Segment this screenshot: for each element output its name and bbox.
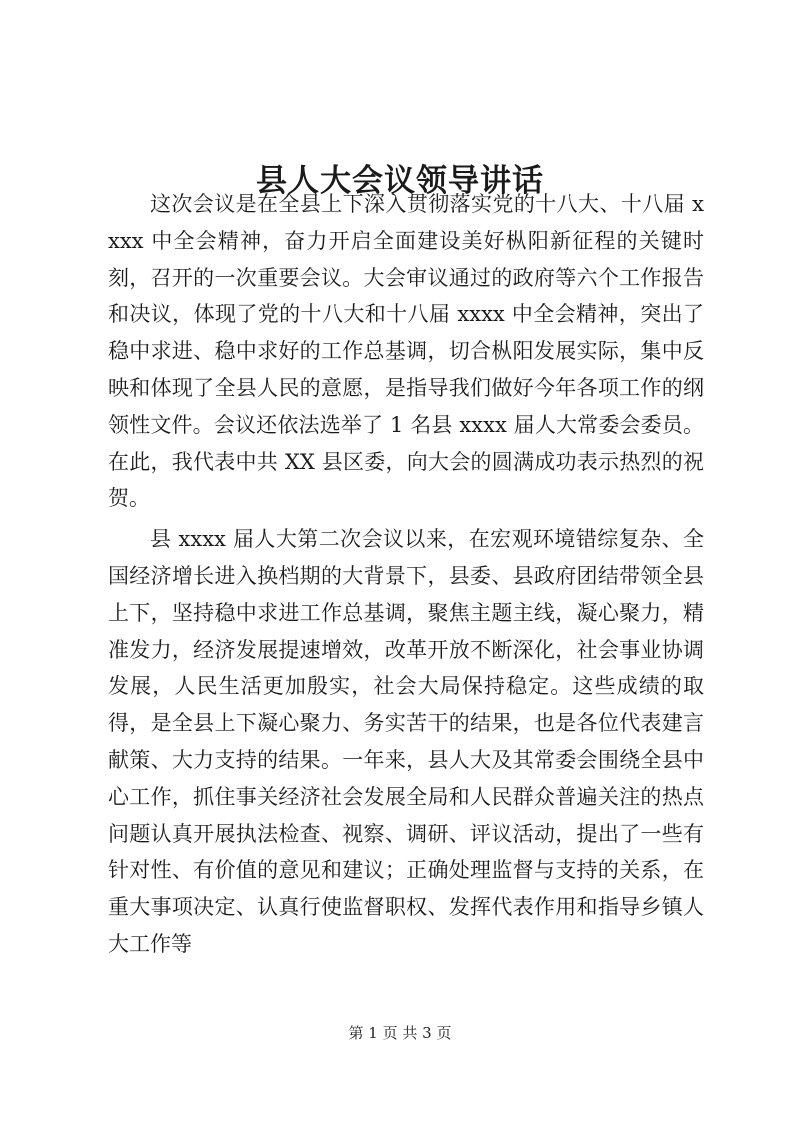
document-title: 县人大会议领导讲话 [256,162,544,199]
paragraph-1: 这次会议是在全县上下深入贯彻落实党的十八大、十八届 xxxx 中全会精神，奋力开启全面建设美好枞阳新征程的关键时刻，召开的一次重要会议。大会审议通过的政府等六个工作报告和决议，体现了党的十八大和十八届 xxxx 中全会精神，突出了稳中求进、稳中求好的工作总基调，切合枞阳发展实际，集中反映和体现了全县人民的意愿，是指导我们做好今年各项工作的纲领性文件。会议还依法选举了 1 名县 xxxx 届人大常委会委员。在此，我代表中共 XX 县区委，向大会的圆满成功表示热烈的祝贺。 [108,192,704,511]
paragraph-2: 县 xxxx 届人大第二次会议以来，在宏观环境错综复杂、全国经济增长进入换档期的大背景下，县委、县政府团结带领全县上下，坚持稳中求进工作总基调，聚焦主题主线，凝心聚力，精准发力，经济发展提速增效，改革开放不断深化，社会事业协调发展，人民生活更加殷实，社会大局保持稳定。这些成绩的取得，是全县上下凝心聚力、务实苦干的结果，也是各位代表建言献策、大力支持的结果。一年来，县人大及其常委会围绕全县中心工作，抓住事关经济社会发展全局和人民群众普遍关注的热点问题认真开展执法检查、视察、调研、评议活动，提出了一些有针对性、有价值的意见和建议；正确处理监督与支持的关系，在重大事项决定、认真行使监督职权、发挥代表作用和指导乡镇人大工作等 [108,527,704,956]
document-body [108,186,704,967]
page-footer: 第 1 页 共 3 页 [348,1024,452,1042]
